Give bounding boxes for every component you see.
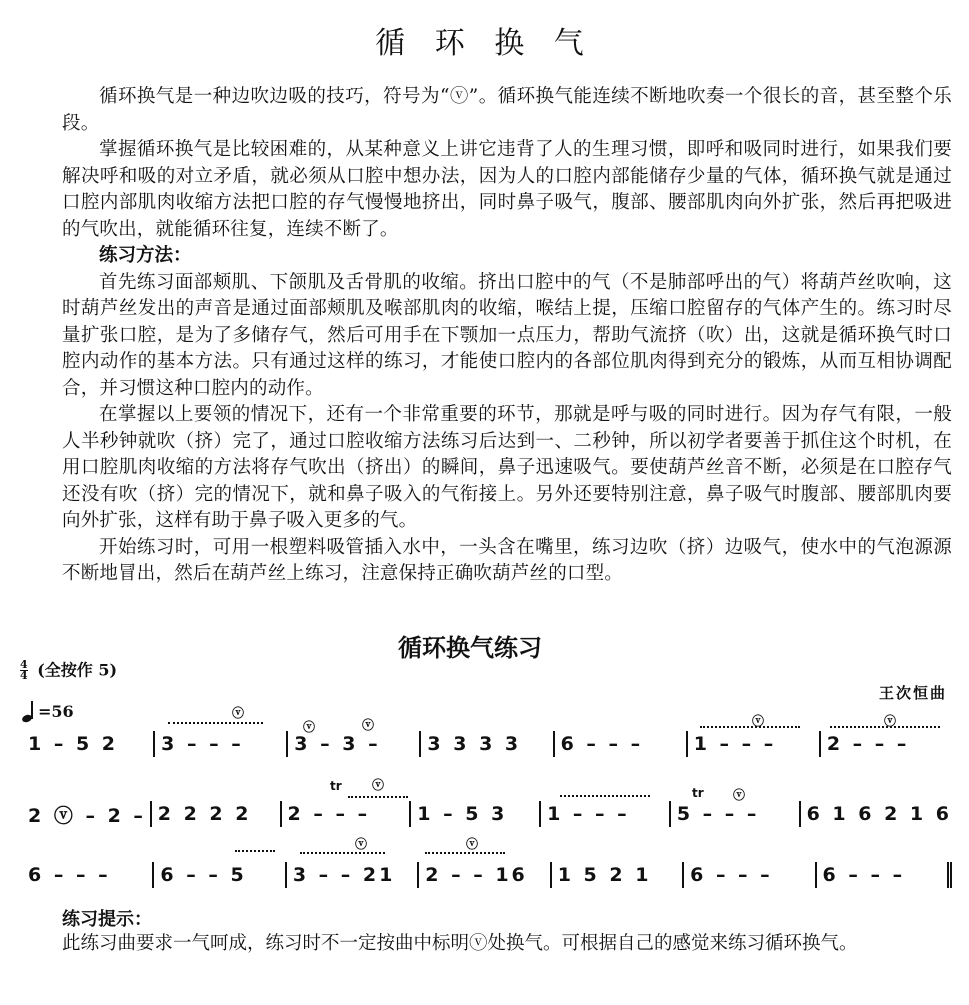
method-paragraph-2: 在掌握以上要领的情况下，还有一个非常重要的环节，那就是呼与吸的同时进行。因为存气有限，一般人半秒钟就吹（挤）完了，通过口腔收缩方法练习后达到一、二秒钟，所以初学者要善于抓住这个时机，在用口腔肌肉收缩的方法将存气吹出（挤出）的瞬间，鼻子迅速吸气。要使葫芦丝音不断，必须是在口腔存气还没有吹（挤）完的情况下，就和鼻子吸入的气衔接上。另外还要特别注意，鼻子吸气时腹部、腰部肌肉要向外扩张，这样有助于鼻子吸入更多的气。 — [62, 404, 952, 531]
measure: 6 – – – — [28, 864, 111, 886]
score-row-3 — [22, 858, 952, 892]
measure: 3 – 3 – — [286, 731, 419, 757]
measure: 3 – – 21 — [285, 862, 417, 888]
time-signature-bottom: 4 — [20, 669, 28, 682]
measure: 6 1 6 2 1 6 — [799, 801, 952, 827]
tie-line — [168, 722, 263, 730]
trill-mark: tr — [330, 779, 342, 793]
measure: 1 5 2 1 — [550, 862, 682, 888]
measure: 1 – 5 2 — [28, 733, 119, 755]
measure: 1 – – – — [686, 731, 819, 757]
measure: 2 ⓥ – 2 – — [28, 804, 146, 827]
score-row-1 — [22, 727, 952, 761]
page-title: 循 环 换 气 — [375, 26, 594, 61]
trill-line — [235, 850, 275, 858]
time-signature — [20, 660, 28, 681]
breath-mark: ⓥ — [303, 720, 316, 734]
breath-mark: ⓥ — [372, 778, 385, 792]
measure: 6 – – – — [553, 731, 686, 757]
tempo-value: =56 — [38, 701, 74, 721]
breath-mark: ⓥ — [884, 714, 897, 728]
exercise-title: 循环换气练习 — [398, 634, 542, 662]
tie-line — [560, 795, 650, 803]
measure: 1 – 5 3 — [409, 801, 539, 827]
measure: 6 – – – — [682, 862, 814, 888]
tempo-marking — [22, 700, 74, 722]
method-paragraph-3: 开始练习时，可用一根塑料吸管插入水中，一头含在嘴里，练习边吹（挤）边吸气，使水中的气泡源源不断地冒出，然后在葫芦丝上练习，注意保持正确吹葫芦丝的口型。 — [62, 536, 952, 584]
breath-mark: ⓥ — [362, 718, 375, 732]
quarter-note-icon — [22, 700, 36, 722]
trill-mark: tr — [692, 786, 704, 800]
breath-mark: ⓥ — [733, 788, 746, 802]
measure: 1 – – – — [539, 801, 669, 827]
method-heading: 练习方法： — [99, 245, 192, 266]
tie-line — [830, 726, 940, 734]
measure: 6 – – 5 — [152, 862, 284, 888]
score-row-2 — [22, 797, 952, 831]
tips-text: 此练习曲要求一气呵成，练习时不一定按曲中标明ⓥ处换气。可根据自己的感觉来练习循环换气。 — [62, 933, 858, 954]
measure: 2 – – – — [280, 801, 410, 827]
trill-line — [348, 796, 408, 804]
article-body — [62, 84, 952, 588]
tie-line — [700, 726, 800, 734]
key-info — [20, 660, 117, 681]
composer-credit: 王次恒曲 — [878, 684, 947, 702]
measure: 2 – – – — [819, 731, 952, 757]
tips-heading: 练习提示： — [62, 909, 152, 930]
tie-line — [300, 852, 385, 860]
measure: 2 – – 16 — [417, 862, 549, 888]
measure: 5 – – – — [669, 801, 799, 827]
breath-mark: ⓥ — [355, 837, 368, 851]
difficulty-paragraph: 掌握循环换气是比较困难的，从某种意义上讲它违背了人的生理习惯，即呼和吸同时进行，如果我们要解决呼和吸的对立矛盾，就必须从口腔中想办法，因为人的口腔内部能储存少量的气体，循环换气就是通过口腔内部肌肉收缩方法把口腔的存气慢慢地挤出，同时鼻子吸气，腹部、腰部肌肉向外扩张，然后再把吸进的气吹出，就能循环往复，连续不断了。 — [62, 139, 952, 240]
time-signature-top: 4 — [20, 658, 28, 671]
method-paragraph-1: 首先练习面部颊肌、下颌肌及舌骨肌的收缩。挤出口腔中的气（不是肺部呼出的气）将葫芦丝吹响，这时葫芦丝发出的声音是通过面部颊肌及喉部肌肉的收缩，喉结上提，压缩口腔留存的气体产生的。练习时尽量扩张口腔，是为了多储存气，然后可用手在下颚加一点压力，帮助气流挤（吹）出，这就是循环换气时口腔内动作的基本方法。只有通过这样的练习，才能使口腔内的各部位肌肉得到充分的锻炼，从而互相协调配合，并习惯这种口腔内的动作。 — [62, 271, 952, 399]
measure: 6 – – – — [815, 862, 952, 888]
measure: 3 – – – — [153, 731, 286, 757]
breath-mark: ⓥ — [752, 714, 765, 728]
measure: 3 3 3 3 — [419, 731, 552, 757]
breath-mark: ⓥ — [466, 837, 479, 851]
breath-mark: ⓥ — [232, 706, 245, 720]
intro-paragraph: 循环换气是一种边吹边吸的技巧，符号为“ⓥ”。循环换气能连续不断地吹奏一个很长的音，甚至整个乐段。 — [62, 86, 952, 134]
tie-line — [425, 852, 505, 860]
fingering-mode: (全按作 5) — [37, 660, 118, 680]
measure: 2 2 2 2 — [150, 801, 280, 827]
